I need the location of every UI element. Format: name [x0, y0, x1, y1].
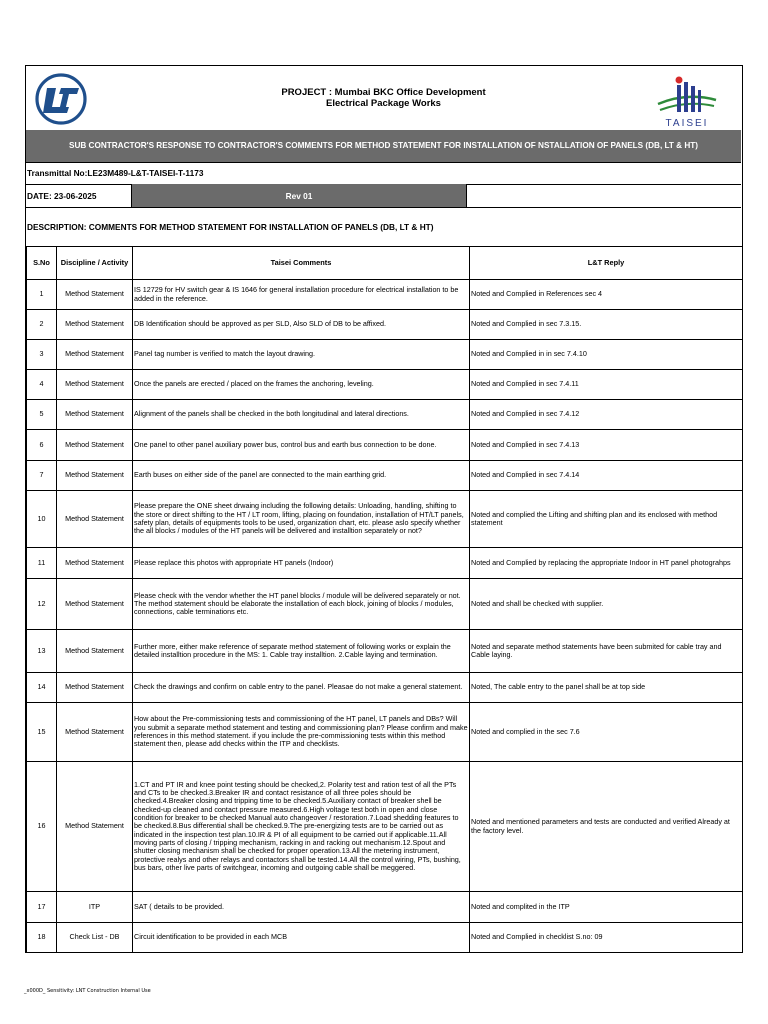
package-title: Electrical Package Works [326, 98, 441, 109]
col-discipline-header: Discipline / Activity [57, 247, 133, 280]
comments-table [26, 246, 743, 953]
row-reply: Noted and complied the Lifting and shifting plan and its enclosed with method statement [470, 491, 743, 548]
row-discipline: Method Statement [57, 630, 133, 673]
table-row [27, 762, 743, 892]
description-text: DESCRIPTION: COMMENTS FOR METHOD STATEMENT FOR INSTALLATION OF PANELS (DB, LT & HT) [27, 221, 434, 232]
table-row [27, 491, 743, 548]
row-comment: Please check with the vendor whether the HT panel blocks / module will be delivered separately or not. The method statement should be elaborate the installation of each block, joining of blocks / modules, connections, cable terminations etc. [133, 579, 470, 630]
row-reply: Noted, The cable entry to the panel shall be at top side [470, 673, 743, 703]
row-reply: Noted and Complied in sec 7.3.15. [470, 310, 743, 340]
row-reply: Noted and mentioned parameters and tests are conducted and verified Already at the factory level. [470, 762, 743, 892]
col-lt-header: L&T Reply [470, 247, 743, 280]
row-discipline: Method Statement [57, 461, 133, 491]
document-header [26, 66, 741, 131]
row-comment: One panel to other panel auxiliary power bus, control bus and earth bus connection to be done. [133, 430, 470, 461]
row-sno: 17 [27, 892, 57, 923]
row-sno: 12 [27, 579, 57, 630]
row-discipline: ITP [57, 892, 133, 923]
table-row [27, 630, 743, 673]
row-sno: 7 [27, 461, 57, 491]
row-sno: 15 [27, 703, 57, 762]
row-sno: 10 [27, 491, 57, 548]
table-row [27, 461, 743, 491]
row-discipline: Method Statement [57, 548, 133, 579]
row-reply: Noted and separate method statements have been submited for cable tray and Cable laying. [470, 630, 743, 673]
table-row [27, 548, 743, 579]
row-discipline: Method Statement [57, 370, 133, 400]
row-reply: Noted and Complied in sec 7.4.13 [470, 430, 743, 461]
row-discipline: Method Statement [57, 400, 133, 430]
row-discipline: Method Statement [57, 340, 133, 370]
row-discipline: Method Statement [57, 579, 133, 630]
row-comment: IS 12729 for HV switch gear & IS 1646 for general installation procedure for electrical installation to be added in the reference. [133, 280, 470, 310]
table-row [27, 370, 743, 400]
row-comment: DB Identification should be approved as per SLD, Also SLD of DB to be affixed. [133, 310, 470, 340]
row-comment: Please replace this photos with appropriate HT panels (Indoor) [133, 548, 470, 579]
row-discipline: Method Statement [57, 703, 133, 762]
row-sno: 18 [27, 923, 57, 953]
row-discipline: Method Statement [57, 673, 133, 703]
row-sno: 13 [27, 630, 57, 673]
table-row [27, 430, 743, 461]
row-sno: 2 [27, 310, 57, 340]
table-row [27, 400, 743, 430]
row-comment: How about the Pre-commissioning tests and commissioning of the HT panel, LT panels and DBs? Will you submit a separate method statement and testing and commissioning plan? Please confirm and make references in this method statement. if you include the pre-commissioning tests within this method statement then, please add checks within the ITP and checklists. [133, 703, 470, 762]
col-taisei-header: Taisei Comments [133, 247, 470, 280]
date-field: DATE: 23-06-2025 [27, 184, 132, 207]
table-row [27, 280, 743, 310]
row-comment: Once the panels are erected / placed on the frames the anchoring, leveling. [133, 370, 470, 400]
row-sno: 5 [27, 400, 57, 430]
project-title: PROJECT : Mumbai BKC Office Development [281, 87, 486, 98]
table-row [27, 579, 743, 630]
row-sno: 4 [27, 370, 57, 400]
row-reply: Noted and complited in the ITP [470, 892, 743, 923]
col-sno-header: S.No [27, 247, 57, 280]
row-comment: Circuit identification to be provided in each MCB [133, 923, 470, 953]
transmittal-row [26, 162, 741, 185]
row-reply: Noted and Complied in sec 7.4.11 [470, 370, 743, 400]
row-reply: Noted and Complied in sec 7.4.14 [470, 461, 743, 491]
row-discipline: Check List - DB [57, 923, 133, 953]
row-comment: Earth buses on either side of the panel are connected to the main earthing grid. [133, 461, 470, 491]
table-row [27, 340, 743, 370]
row-comment: Further more, either make reference of separate method statement of following works or explain the detailed installtion procedure in the MS: 1. Cable tray installtion. 2.Cable laying and termination. [133, 630, 470, 673]
row-reply: Noted and shall be checked with supplier. [470, 579, 743, 630]
taisei-logo-icon [654, 72, 720, 128]
row-sno: 16 [27, 762, 57, 892]
row-comment: Panel tag number is verified to match the layout drawing. [133, 340, 470, 370]
row-comment: Check the drawings and confirm on cable entry to the panel. Pleasae do not make a general statement. [133, 673, 470, 703]
date-row [26, 184, 741, 208]
row-discipline: Method Statement [57, 762, 133, 892]
row-comment: SAT ( details to be provided. [133, 892, 470, 923]
row-reply: Noted and Complied in sec 7.4.12 [470, 400, 743, 430]
sensitivity-footer: _x000D_ Sensitivity: LNT Construction Internal Use [24, 988, 151, 994]
row-sno: 14 [27, 673, 57, 703]
row-sno: 1 [27, 280, 57, 310]
document-sheet [25, 65, 743, 953]
row-reply: Noted and complied in the sec 7.6 [470, 703, 743, 762]
row-comment: Please prepare the ONE sheet drwaing including the following details: Unloading, handling, shifting to the store or direct shifting to the HT / LT room, lifting, placing on foundation, installation of HT/LT panels, safety plan, details of equipments tools to be used, organization chart, etc. please aslo specify whether the all blocks / modules of the HT panels will be delivered and installtion separately or not? [133, 491, 470, 548]
table-row [27, 923, 743, 953]
row-discipline: Method Statement [57, 310, 133, 340]
document-band-title: SUB CONTRACTOR'S RESPONSE TO CONTRACTOR'S COMMENTS FOR METHOD STATEMENT FOR INSTALLATION OF NSTALLATION OF PANELS (DB, LT & HT) [26, 130, 741, 163]
row-comment: Alignment of the panels shall be checked in the both longitudinal and lateral directions. [133, 400, 470, 430]
row-discipline: Method Statement [57, 430, 133, 461]
row-sno: 3 [27, 340, 57, 370]
row-reply: Noted and Complied in checklist S.no: 09 [470, 923, 743, 953]
description-row [26, 207, 741, 246]
table-row [27, 892, 743, 923]
row-reply: Noted and Complied in in sec 7.4.10 [470, 340, 743, 370]
table-row [27, 310, 743, 340]
row-discipline: Method Statement [57, 280, 133, 310]
row-reply: Noted and Complied by replacing the appropriate Indoor in HT panel photograhps [470, 548, 743, 579]
revision-field: Rev 01 [132, 184, 467, 207]
table-row [27, 673, 743, 703]
row-sno: 6 [27, 430, 57, 461]
row-discipline: Method Statement [57, 491, 133, 548]
row-sno: 11 [27, 548, 57, 579]
table-header-row [27, 247, 743, 280]
taisei-wordmark: TAISEI [665, 118, 709, 128]
table-row [27, 703, 743, 762]
row-reply: Noted and Complied in References sec 4 [470, 280, 743, 310]
transmittal-number: Transmittal No:LE23M489-L&T-TAISEI-T-1173 [27, 168, 204, 178]
row-comment: 1.CT and PT IR and knee point testing should be checked,2. Polarity test and ration test of all the PTs and CTs to be checked.3.Breaker IR and contact resistance of all three poles should be checked.4.Breaker closing and tripping time to be checked.5.Auxiliary contact of breaker shell be checked-up cleaned and contact pressure measured.6.High voltage test both in open and close condition for breaker to be checked Manual auto changeover / restoration.7.Load shedding features to be checked.8.Bus differential shall be checked.9.The pre-energizing tests are to be carried out as indicated in the inspection test plan.10.IR & PI of all equipment to be carried out if applicable.11.All moving parts of closing / tripping mechanism, racking in and racking out mechanism.12.Spout and shutter closing mechanism shall be checked for proper operation.13.All the metering instrument, protective realys and other relays and contactors shall be tested.14.All the control wiring, PTs, bushing, bus bars, other live parts of switchgear, incoming and outgoing cable shall be meggered. [133, 762, 470, 892]
